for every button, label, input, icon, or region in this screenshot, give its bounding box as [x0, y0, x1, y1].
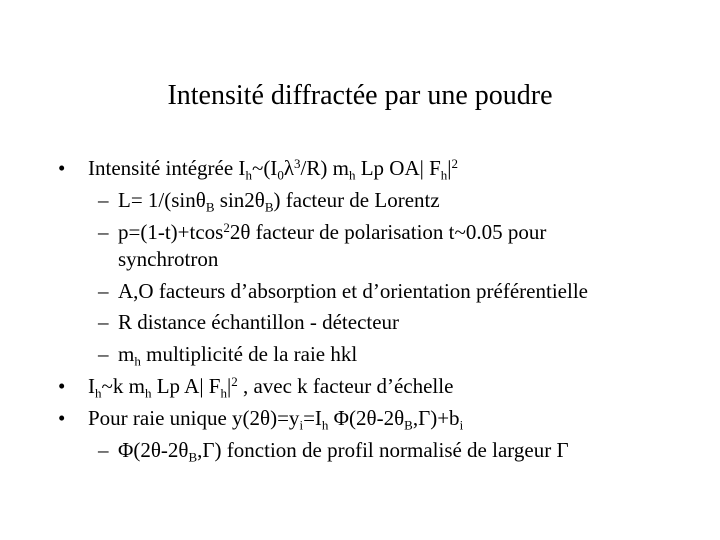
bullet-item [88, 373, 453, 399]
subscript: h [348, 167, 356, 183]
text-run: /R) m [300, 156, 349, 180]
text-run: 2θ facteur de polarisation t~0.05 pour [229, 220, 547, 244]
subscript: h [321, 417, 329, 433]
bullet-dot: • [58, 156, 66, 180]
text-run: p=(1-t)+tcos [118, 220, 224, 244]
text-run: ,Γ)+b [412, 406, 460, 430]
subscript: h [144, 385, 152, 401]
subscript: 0 [277, 167, 284, 183]
text-run: ,Γ) fonction de profil normalisé de largeur Γ [197, 438, 569, 462]
text-run: Φ(2θ-2θ [328, 406, 405, 430]
sub-bullet-item [118, 187, 440, 213]
bullet-dash: – [98, 279, 109, 303]
bullet-item [88, 405, 463, 431]
sub-bullet-item [118, 309, 399, 335]
superscript: 2 [231, 373, 238, 389]
text-run: λ [283, 156, 295, 180]
superscript: 2 [451, 155, 459, 171]
bullet-dash: – [98, 188, 109, 212]
bullet-dash: – [98, 438, 109, 462]
sub-bullet-item [118, 341, 357, 367]
sub-bullet-item [118, 437, 569, 463]
subscript: B [205, 199, 215, 215]
text-run: multiplicité de la raie hkl [140, 342, 358, 366]
text-run: Intensité intégrée I [88, 156, 246, 180]
subscript: h [134, 353, 141, 369]
text-run: m [118, 342, 135, 366]
text-run: I [88, 374, 95, 398]
text-run: | [226, 374, 232, 398]
text-run: ~k m [101, 374, 145, 398]
subscript: B [188, 449, 198, 465]
subscript: h [95, 385, 102, 401]
text-run: =I [303, 406, 322, 430]
subscript: B [264, 199, 274, 215]
superscript: 2 [223, 219, 230, 235]
text-run: ) facteur de Lorentz [273, 188, 440, 212]
text-run: , avec k facteur d’échelle [237, 374, 454, 398]
text-run: R distance échantillon - détecteur [118, 310, 400, 334]
text-run: Pour raie unique y(2θ)=y [88, 406, 300, 430]
slide-title: Intensité diffractée par une poudre [167, 80, 553, 111]
bullet-dash: – [98, 310, 109, 334]
subscript: h [440, 167, 448, 183]
text-run: Lp OA| F [355, 156, 441, 180]
text-run: synchrotron [118, 247, 219, 271]
superscript: 3 [294, 155, 301, 171]
subscript: h [220, 385, 227, 401]
bullet-dash: – [98, 342, 109, 366]
subscript: B [404, 417, 413, 433]
subscript: i [299, 417, 304, 433]
text-run: ~(I [251, 156, 278, 180]
text-run: Φ(2θ-2θ [118, 438, 189, 462]
bullet-dot: • [58, 406, 66, 430]
text-run: | [447, 156, 452, 180]
sub-bullet-item [118, 278, 588, 304]
sub-bullet-item [118, 246, 218, 272]
text-run: A,O facteurs d’absorption et d’orientation préférentielle [118, 279, 588, 303]
bullet-dash: – [98, 220, 109, 244]
bullet-item [88, 155, 458, 181]
text-run: sin2θ [214, 188, 265, 212]
subscript: h [245, 167, 252, 183]
sub-bullet-item [118, 219, 546, 245]
text-run: Lp A| F [151, 374, 221, 398]
bullet-dot: • [58, 374, 66, 398]
text-run: L= 1/(sinθ [118, 188, 206, 212]
subscript: i [459, 417, 464, 433]
